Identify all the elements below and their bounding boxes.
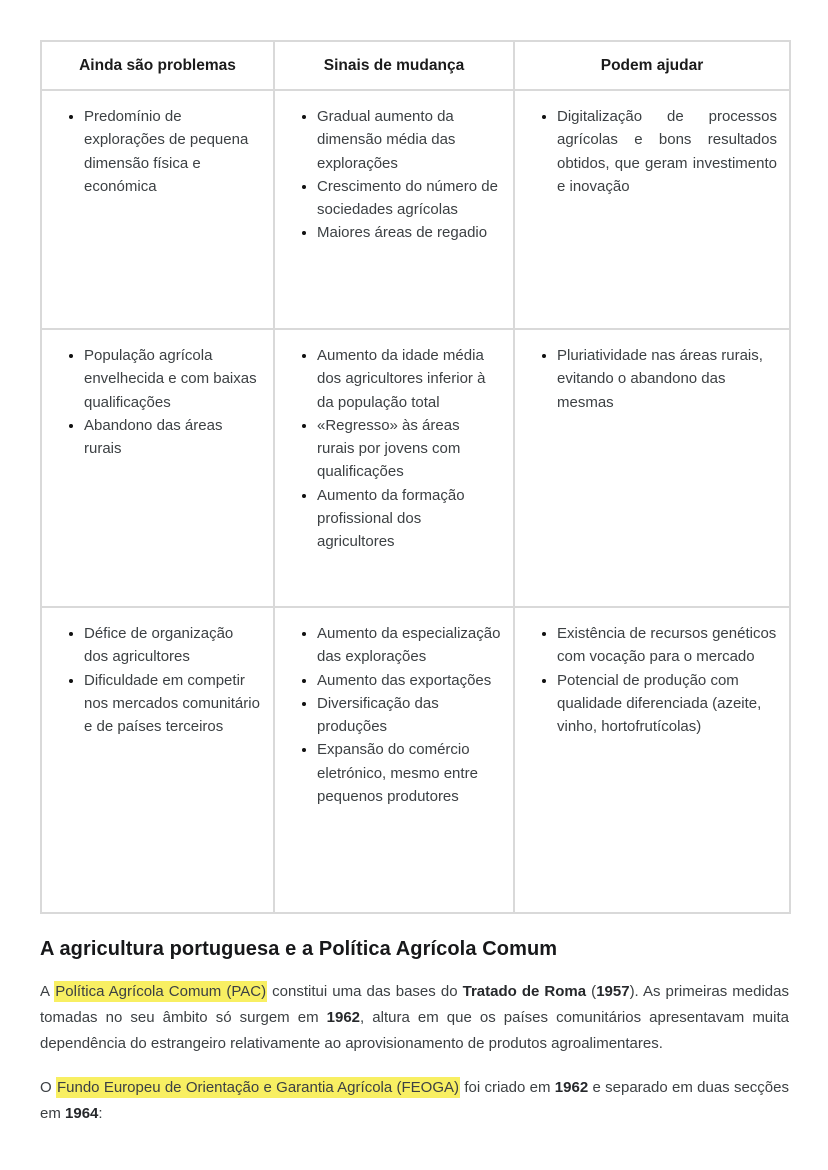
text-run: ( [586,983,597,1000]
bold-text: 1962 [326,1009,361,1026]
table-cell-helpers-1 [514,90,790,329]
text-run: A [40,983,55,1000]
bullet-item: • Gradual aumento da dimensão média das explorações [317,105,501,175]
table-row [41,329,790,607]
text-run: ). As primeiras medidas tomadas no seu âmbito só surgem em [40,983,789,1026]
bullet-list [527,344,777,414]
bullet-item: • Aumento da formação profissional dos agricultores [317,484,501,554]
column-header-problems: Ainda são problemas [41,41,274,90]
bullet-list [527,105,777,198]
bullet-list [287,622,501,808]
table-cell-problems-2 [41,329,274,607]
bullet-item: • Potencial de produção com qualidade diferenciada (azeite, vinho, hortofrutícolas) [557,669,777,739]
bullet-list [54,105,261,198]
bullet-list [54,344,261,460]
bold-text: 1964 [65,1105,99,1122]
bullet-list [287,344,501,553]
highlighted-text: Política Agrícola Comum (PAC) [55,983,267,1000]
table-cell-problems-3 [41,607,274,913]
table-cell-helpers-2 [514,329,790,607]
text-run: : [98,1105,103,1122]
table-header-row [41,41,790,90]
section-heading: A agricultura portuguesa e a Política Agrícola Comum [40,938,558,960]
bullet-item: • Existência de recursos genéticos com vocação para o mercado [557,622,777,669]
bullet-item: • Expansão do comércio eletrónico, mesmo entre pequenos produtores [317,738,501,808]
bullet-item: • Aumento das exportações [317,669,501,692]
text-run: constitui uma das bases do [267,983,463,1000]
highlighted-text: Fundo Europeu de Orientação e Garantia Agrícola (FEOGA) [56,1079,460,1096]
table-cell-changes-3 [274,607,514,913]
column-header-changes: Sinais de mudança [274,41,514,90]
bullet-list [527,622,777,738]
bullet-item: • Abandono das áreas rurais [84,414,261,461]
bullet-item: • Crescimento do número de sociedades agrícolas [317,175,501,222]
text-run: , altura em que os países comunitários apresentavam muita dependência do estrangeiro relativamente ao aprovisionamento de produtos agroalimentares. [40,1009,789,1052]
bullet-item: • Predomínio de explorações de pequena dimensão física e económica [84,105,261,198]
bullet-item: • «Regresso» às áreas rurais por jovens com qualificações [317,414,501,484]
bold-text: 1962 [554,1079,589,1096]
paragraph-pac [40,979,789,1057]
bold-text: Tratado de Roma [462,983,587,1000]
bullet-list [54,622,261,738]
comparison-table [40,40,791,914]
bullet-item: • Diversificação das produções [317,692,501,739]
table-cell-helpers-3 [514,607,790,913]
table-cell-changes-2 [274,329,514,607]
table-cell-changes-1 [274,90,514,329]
text-run: foi criado em [460,1079,555,1096]
bullet-item: • Maiores áreas de regadio [317,221,501,244]
table-row [41,90,790,329]
bullet-list [287,105,501,245]
paragraph-feoga [40,1075,789,1127]
bullet-item: • Digitalização de processos agrícolas e bons resultados obtidos, que geram investimento e inovação [557,105,777,198]
table-row [41,607,790,913]
text-run: e separado em duas secções em [40,1079,789,1122]
bullet-item: • Aumento da especialização das explorações [317,622,501,669]
text-run: O [40,1079,56,1096]
bold-text: 1957 [596,983,630,1000]
bullet-item: • Dificuldade em competir nos mercados comunitário e de países terceiros [84,669,261,739]
column-header-helpers: Podem ajudar [514,41,790,90]
bullet-item: • Aumento da idade média dos agricultores inferior à da população total [317,344,501,414]
table-cell-problems-1 [41,90,274,329]
bullet-item: • Pluriatividade nas áreas rurais, evitando o abandono das mesmas [557,344,777,414]
bullet-item: • Défice de organização dos agricultores [84,622,261,669]
bullet-item: • População agrícola envelhecida e com baixas qualificações [84,344,261,414]
